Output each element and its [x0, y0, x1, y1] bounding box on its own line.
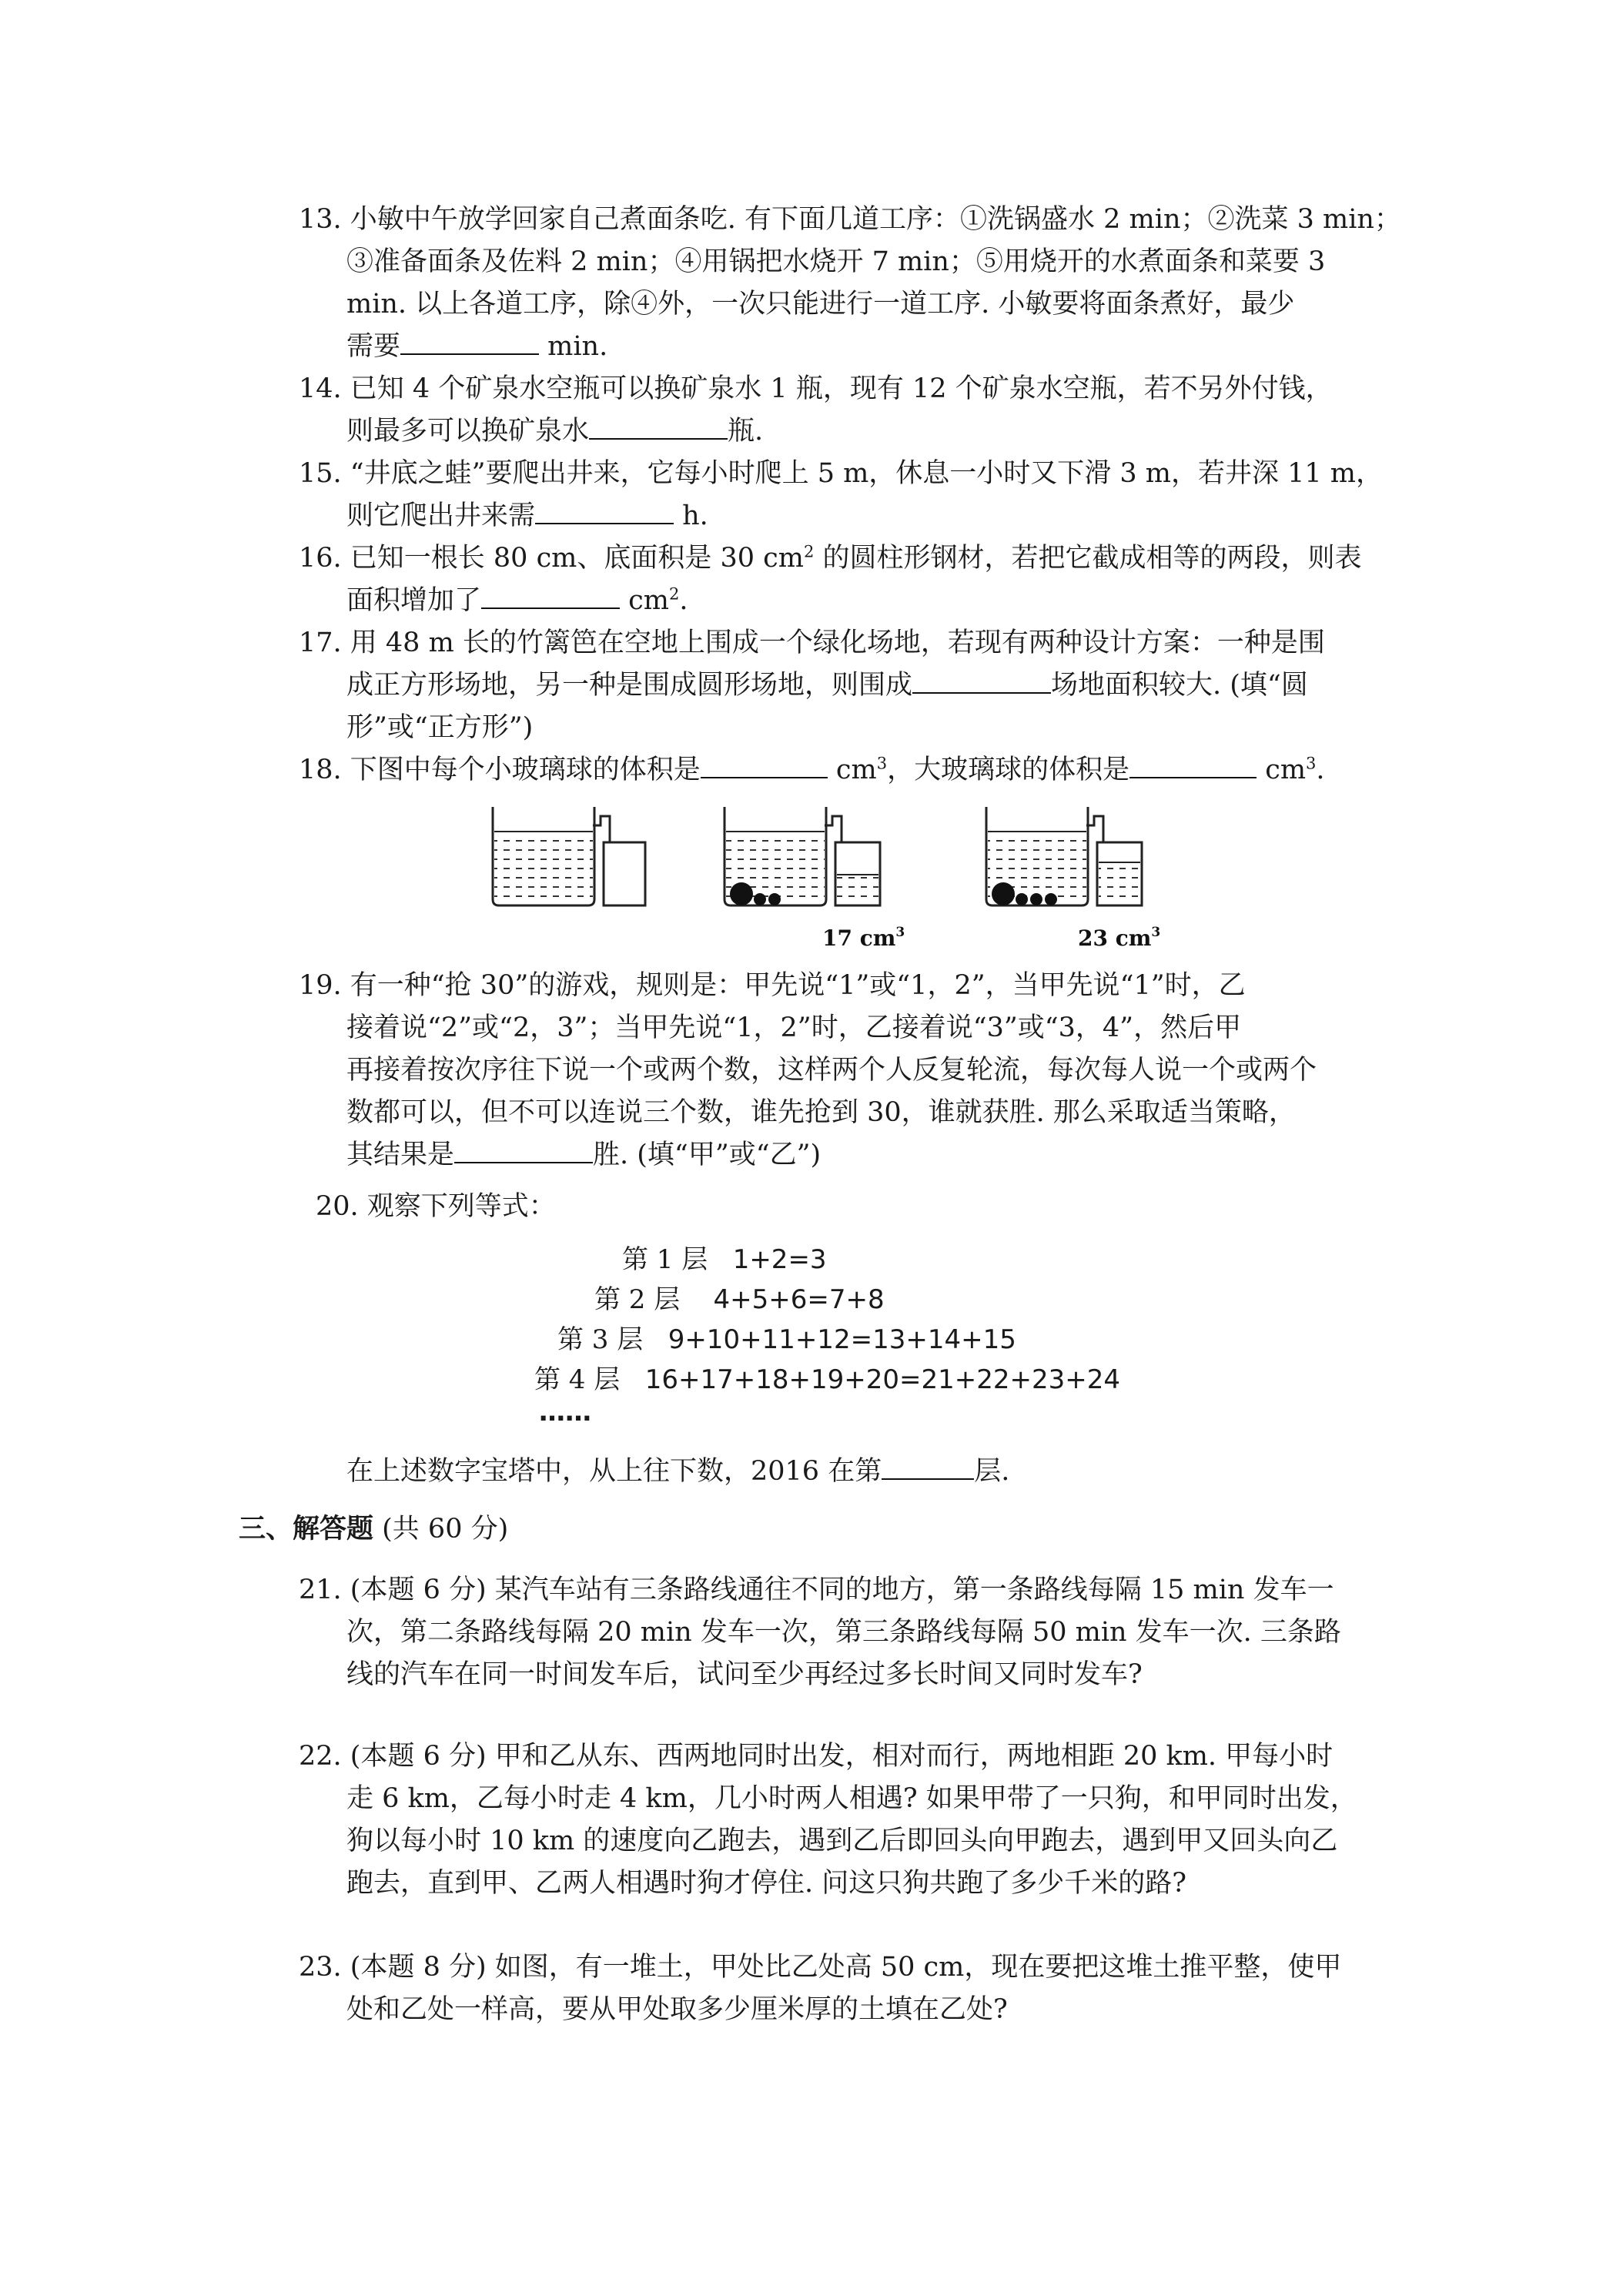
q19-text-b: 胜. (填“甲”或“乙”): [593, 1140, 822, 1170]
answer-blank-19[interactable]: [454, 1136, 593, 1163]
q14-text-a: 则最多可以换矿泉水: [346, 416, 590, 447]
q18-sup-2: 3: [1306, 754, 1317, 773]
volume-label-a: 17 $cm^3$: [822, 925, 905, 951]
beaker-setup-2: [724, 807, 905, 951]
q19-line4: 数都可以，但不可以连说三个数，谁先抢到 30，谁就获胜. 那么采取适当策略，: [346, 1097, 1296, 1128]
pyramid-equation: 4+5+6=7+8: [713, 1284, 885, 1315]
q17-text-a: 成正方形场地，另一种是围成圆形场地，则围成: [346, 670, 913, 701]
q14-line1: 14. 已知 4 个矿泉水空瓶可以换矿泉水 1 瓶，现有 12 个矿泉水空瓶，若不另外付钱，: [299, 373, 1333, 404]
q13-text-b: min.: [539, 331, 608, 362]
q13-line3: min. 以上各道工序，除④外，一次只能进行一道工序. 小敏要将面条煮好，最少: [346, 289, 1295, 320]
q21-line2: 次，第二条路线每隔 20 min 发车一次，第三条路线每隔 50 min 发车一次. 三条路: [346, 1617, 1341, 1648]
q15-line1: 15. “井底之蛙”要爬出井来，它每小时爬上 5 m，休息一小时又下滑 3 m，若井深 11 m，: [299, 458, 1383, 489]
small-glass-ball: [768, 893, 781, 905]
q16-sup-2: 2: [668, 584, 680, 604]
q16-sup-1: 2: [803, 542, 815, 561]
q16-text-b: 的圆柱形钢材，若把它截成相等的两段，则表: [814, 543, 1362, 574]
q16-text-a: 16. 已知一根长 80 cm、底面积是 30 cm: [299, 543, 804, 574]
pyramid-row-2: [594, 1278, 885, 1316]
pyramid-equation: 16+17+18+19+20=21+22+23+24: [644, 1364, 1120, 1395]
answer-blank-15[interactable]: [535, 497, 674, 524]
q17-text-b: 场地面积较大. (填“圆: [1051, 670, 1308, 701]
q16-text-e: .: [679, 585, 688, 616]
q15-line2: [299, 495, 1392, 537]
q20-outro-line: [346, 1451, 1440, 1493]
q15-text-a: 则它爬出井来需: [346, 500, 536, 531]
pyramid-ellipsis: ……: [539, 1397, 591, 1427]
question-17: [299, 622, 1392, 749]
q13-line4: [299, 326, 1392, 368]
q22-line2: 走 6 km，乙每小时走 4 km，几小时两人相遇? 如果甲带了一只狗，和甲同时出发，: [346, 1783, 1357, 1814]
small-glass-ball: [1016, 893, 1028, 905]
pyramid-equation: 9+10+11+12=13+14+15: [668, 1324, 1016, 1355]
pyramid-row-1: [622, 1238, 827, 1276]
pyramid-level-label: 第 4 层: [534, 1364, 621, 1395]
pyramid-row-4: [534, 1358, 1120, 1396]
q20-text-a: 在上述数字宝塔中，从上往下数，2016 在第: [346, 1456, 882, 1487]
pyramid-level-label: 第 1 层: [622, 1244, 708, 1275]
beaker-setup-1: [493, 807, 645, 905]
answer-blank-14[interactable]: [589, 412, 728, 440]
pyramid-row-3: [557, 1318, 1016, 1356]
q16-text-d: cm: [620, 585, 669, 616]
question-19: [299, 965, 1392, 1176]
q19-line5: [299, 1134, 1392, 1176]
q13-text-a: 需要: [346, 331, 401, 362]
q21-line3: 线的汽车在同一时间发车后，试问至少再经过多长时间又同时发车?: [346, 1659, 1143, 1690]
question-13: [299, 199, 1401, 368]
answer-blank-18a[interactable]: [701, 751, 828, 778]
q23-line2: 处和乙处一样高，要从甲处取多少厘米厚的土填在乙处?: [346, 1994, 1008, 2025]
question-14: [299, 368, 1392, 453]
q17-line3: 形”或“正方形”): [346, 712, 534, 743]
q15-text-b: h.: [674, 500, 708, 531]
beaker-setup-3: [986, 807, 1160, 951]
question-16: [299, 537, 1392, 622]
q18-text-b: cm: [827, 755, 877, 785]
q19-line2: 接着说“2”或“2，3”；当甲先说“1，2”时，乙接着说“3”或“3，4”，然后甲: [346, 1012, 1242, 1043]
q20-text-b: 层.: [974, 1456, 1010, 1487]
large-glass-ball: [992, 882, 1015, 905]
q17-line1: 17. 用 48 m 长的竹篱笆在空地上围成一个绿化场地，若现有两种设计方案：一种是围: [299, 628, 1325, 658]
q18-text-d: cm: [1257, 755, 1307, 785]
q16-line2: [299, 580, 1392, 622]
q18-line1: [299, 749, 1392, 792]
question-21: [299, 1569, 1392, 1696]
answer-blank-16[interactable]: [481, 581, 620, 609]
pyramid-equation: 1+2=3: [732, 1244, 827, 1275]
q20-intro: 20. 观察下列等式：: [316, 1191, 556, 1222]
question-22: [299, 1735, 1392, 1905]
q14-line2: [299, 410, 1392, 453]
section-3-heading: [239, 1508, 508, 1551]
q18-text-c: ，大玻璃球的体积是: [887, 755, 1130, 785]
q19-line3: 再接着按次序往下说一个或两个数，这样两个人反复轮流，每次每人说一个或两个: [346, 1055, 1317, 1086]
beaker-figure: [477, 799, 1170, 956]
question-20: [316, 1186, 1409, 1228]
q18-text-e: .: [1316, 755, 1325, 785]
small-glass-ball: [754, 893, 766, 905]
q20-outro: [346, 1451, 1440, 1493]
answer-blank-20[interactable]: [882, 1452, 974, 1480]
pyramid-level-label: 第 3 层: [557, 1324, 644, 1355]
q14-text-b: 瓶.: [728, 416, 764, 447]
q13-line1: 13. 小敏中午放学回家自己煮面条吃. 有下面几道工序：①洗锅盛水 2 min；②洗菜 3 min；: [299, 204, 1401, 235]
beaker-diagram: [477, 799, 1170, 953]
q18-sup-1: 3: [876, 754, 888, 773]
question-18: [299, 749, 1392, 792]
q16-line1: [299, 537, 1392, 580]
answer-blank-18b[interactable]: [1129, 751, 1257, 778]
q22-line3: 狗以每小时 10 km 的速度向乙跑去，遇到乙后即回头向甲跑去，遇到甲又回头向乙: [346, 1826, 1338, 1856]
answer-blank-13[interactable]: [400, 327, 539, 355]
q18-text-a: 18. 下图中每个小玻璃球的体积是: [299, 755, 701, 785]
pyramid-level-label: 第 2 层: [594, 1284, 681, 1315]
q22-line4: 跑去，直到甲、乙两人相遇时狗才停住. 问这只狗共跑了多少千米的路?: [346, 1868, 1187, 1899]
small-glass-ball: [1030, 893, 1042, 905]
question-15: [299, 453, 1392, 537]
q17-line2: [299, 664, 1392, 707]
q22-line1: 22. (本题 6 分) 甲和乙从东、西两地同时出发，相对而行，两地相距 20 km. 甲每小时: [299, 1741, 1334, 1772]
q21-line1: 21. (本题 6 分) 某汽车站有三条路线通往不同的地方，第一条路线每隔 15 min 发车一: [299, 1575, 1334, 1605]
q16-text-c: 面积增加了: [346, 585, 482, 616]
q19-text-a: 其结果是: [346, 1140, 455, 1170]
q23-line1: 23. (本题 8 分) 如图，有一堆土，甲处比乙处高 50 cm，现在要把这堆土推平整，使甲: [299, 1952, 1342, 1983]
large-glass-ball: [730, 882, 753, 905]
section-3-score: (共 60 分): [373, 1514, 509, 1545]
q19-line1: 19. 有一种“抢 30”的游戏，规则是：甲先说“1”或“1，2”，当甲先说“1”时，乙: [299, 970, 1246, 1001]
small-glass-ball: [1045, 893, 1057, 905]
section-3-title: 三、解答题: [239, 1513, 374, 1545]
question-23: [299, 1946, 1392, 2031]
answer-blank-17[interactable]: [912, 666, 1051, 694]
q13-line2: ③准备面条及佐料 2 min；④用锅把水烧开 7 min；⑤用烧开的水煮面条和菜要 3: [346, 246, 1326, 277]
volume-label-b: 23 $cm^3$: [1078, 925, 1161, 951]
